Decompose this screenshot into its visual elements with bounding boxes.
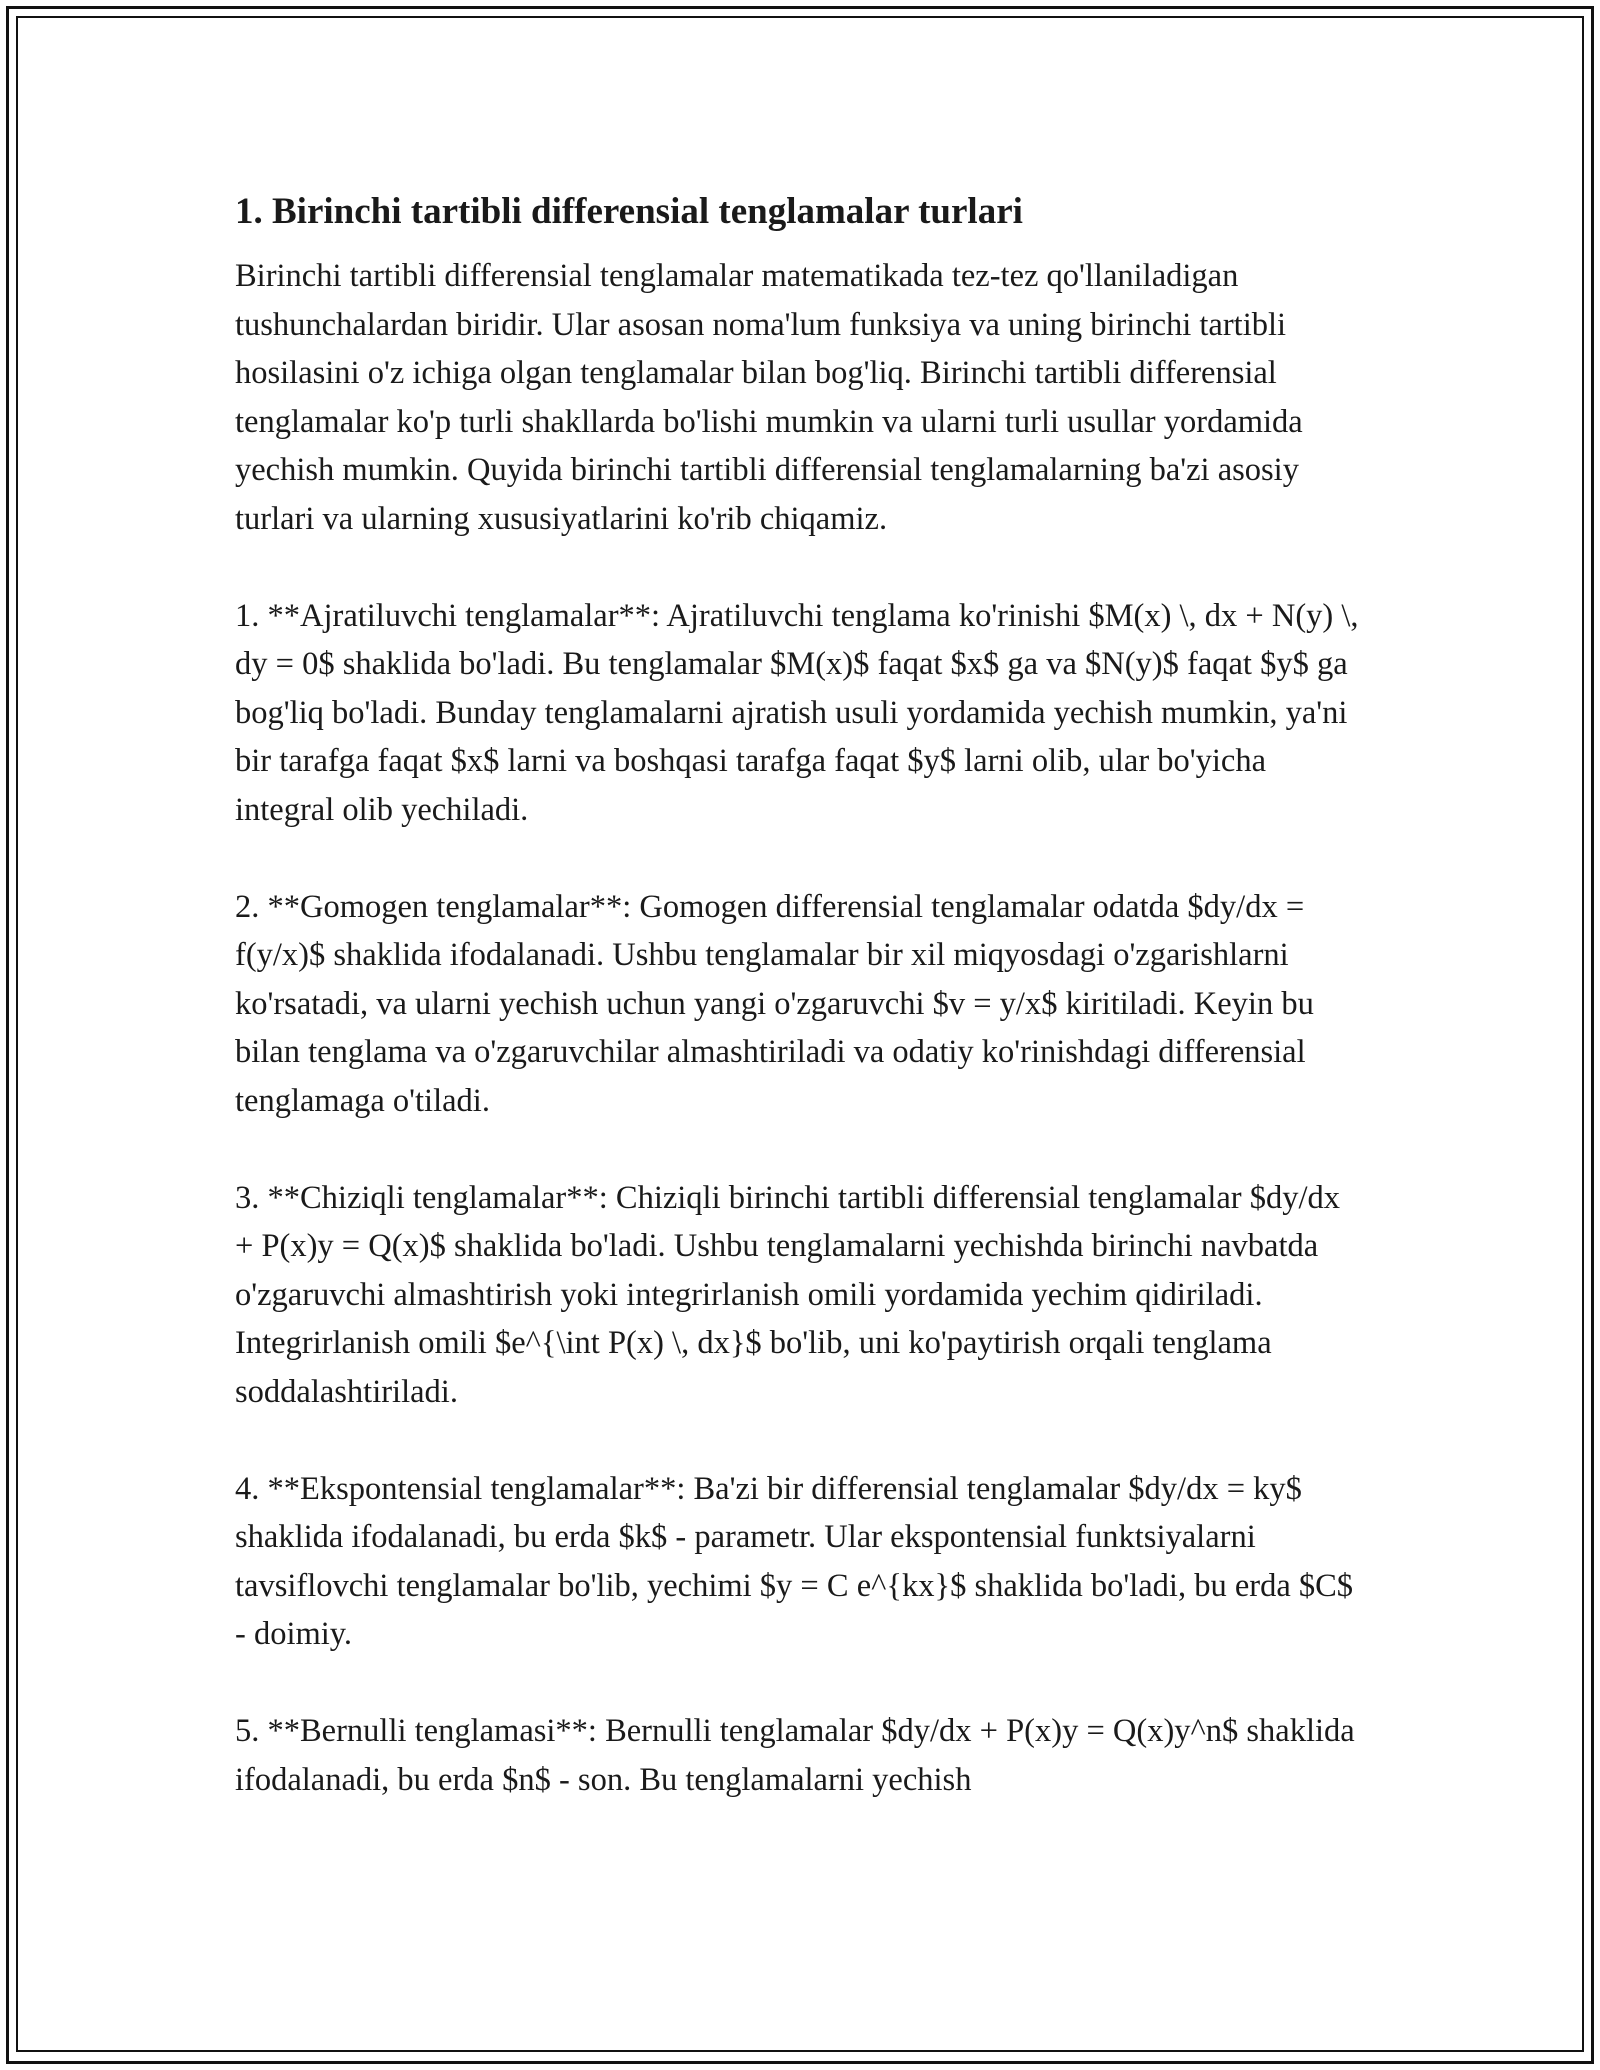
section-heading: 1. Birinchi tartibli differensial tenglamalar turlari bbox=[235, 191, 1023, 232]
exponential-equations-paragraph: 4. **Ekspontensial tenglamalar**: Ba'zi bir differensial tenglamalar $dy/dx = ky$ shaklida ifodalanadi, bu erda $k$ - parametr. Ular ekspontensial funktsiyalarni tavsiflovchi tenglamalar bo'lib, yechimi $y = C e^{kx}$ shaklida bo'ladi, bu erda $C$ - doimiy. bbox=[235, 1470, 1354, 1652]
separable-equations-paragraph: 1. **Ajratiluvchi tenglamalar**: Ajratiluvchi tenglama ko'rinishi $M(x) \, dx + N(y) \, dy = 0$ shaklida bo'ladi. Bu tenglamalar $M(x)$ faqat $x$ ga va $N(y)$ faqat $y$ ga bog'liq bo'ladi. Bunday tenglamalarni ajratish usuli yordamida yechish mumkin, ya'ni bir tarafga faqat $x$ larni va boshqasi tarafga faqat $y$ larni olib, ular bo'yicha integral olib yechiladi. bbox=[235, 597, 1359, 828]
homogeneous-equations-paragraph: 2. **Gomogen tenglamalar**: Gomogen differensial tenglamalar odatda $dy/dx = f(y/x)$ shaklida ifodalanadi. Ushbu tenglamalar bir xil miqyosdagi o'zgarishlarni ko'rsatadi, va ularni yechish uchun yangi o'zgaruvchi $v = y/x$ kiritiladi. Keyin bu bilan tenglama va o'zgaruvchilar almashtiriladi va odatiy ko'rinishdagi differensial tenglamaga o'tiladi. bbox=[235, 888, 1314, 1119]
intro-paragraph: Birinchi tartibli differensial tenglamalar matematikada tez-tez qo'llaniladigan tushunchalardan biridir. Ular asosan noma'lum funksiya va uning birinchi tartibli hosilasini o'z ichiga olgan tenglamalar bilan bog'liq. Birinchi tartibli differensial tenglamalar ko'p turli shakllarda bo'lishi mumkin va ularni turli usullar yordamida yechish mumkin. Quyida birinchi tartibli differensial tenglamalarning ba'zi asosiy turlari va ularning xususiyatlarini ko'rib chiqamiz. bbox=[235, 258, 1303, 537]
bernoulli-equation-paragraph: 5. **Bernulli tenglamasi**: Bernulli tenglamalar $dy/dx + P(x)y = Q(x)y^n$ shaklida ifodalanadi, bu erda $n$ - son. Bu tenglamalarni yechish bbox=[235, 1713, 1355, 1798]
linear-equations-paragraph: 3. **Chiziqli tenglamalar**: Chiziqli birinchi tartibli differensial tenglamalar $dy/dx + P(x)y = Q(x)$ shaklida bo'ladi. Ushbu tenglamalarni yechishda birinchi navbatda o'zgaruvchi almashtirish yoki integrirlanish omili yordamida yechim qidiriladi. Integrirlanish omili $e^{\int P(x) \, dx}$ bo'lib, uni ko'paytirish orqali tenglama soddalashtiriladi. bbox=[235, 1179, 1341, 1410]
document-body bbox=[235, 186, 1365, 1853]
